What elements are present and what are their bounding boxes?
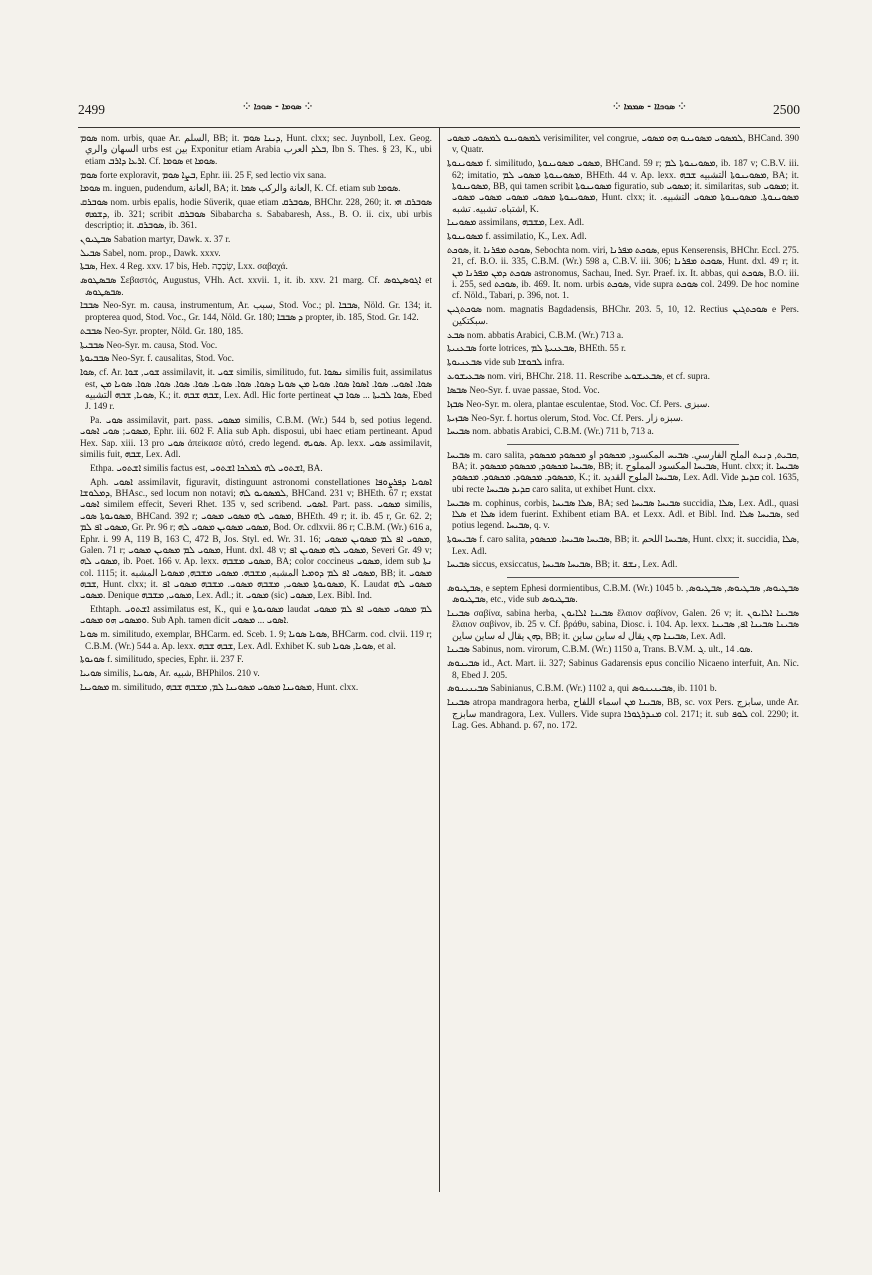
dictionary-entry: Pa. ܣܘܝ assimilavit, part. pass. ܡܣܘܝ similis, C.B.M. (Wr.) 544 b, sed potius legend. ܡܣܘܝ; ܣܘܝ ܐܣܘܝ, Ephr. iii. 602 F. Alia sub Aph. disposui, ubi haec etiam pertineant. Apud Hex. Sap. xiii. 13 pro ܣܘܝ ἀπείκασε αὐτό, credo legend. ܣܘܝܗ. Ap. lexx. ܣܘܝ assimilavit, similis fuit, ܫܒܗ, Lex. Adl.	[80, 416, 433, 461]
dictionary-entry: ܣܒܝܢܘܣ id., Act. Mart. ii. 327; Sabinus Gadarensis epus concilio Nicaeno interfuit, An. Nic. 8, Ebed J. 205.	[447, 659, 799, 681]
dictionary-entry: ܣܒܒܝܘܬܐ Neo-Syr. f. causalitas, Stod. Voc.	[80, 354, 234, 365]
dictionary-entry: ܣܒܝܠ Sabel, nom. prop., Dawk. xxxv.	[80, 248, 221, 259]
left-column	[80, 134, 432, 697]
right-column	[447, 134, 799, 735]
dictionary-entry: ܣܒܝܢܐ Sabinus, nom. virorum, C.B.M. (Wr.) 1150 a, Trans. B.V.M. ܓ. ult., ܣܘ. 14.	[447, 645, 753, 656]
dictionary-entry: ܣܒܒܐ Neo-Syr. m. causa, instrumentum, Ar. سبب, Stod. Voc.; pl. ܣܒܒܐ, Nöld. Gr. 134; it. propterea quod, Stod. Voc., Gr. 144, Nöld. Gr. 180; ܕ ܣܒܒܐ propter, ib. 185, Stod. Gr. 142.	[80, 301, 432, 323]
dictionary-entry: ܣܒܙܐ Neo-Syr. m. olera, plantae esculentae, Stod. Voc. Cf. Pers. سبزی.	[447, 399, 710, 410]
dictionary-entry: ܣܒܝܢܐ σαβίνα, sabina herba, ܣܒܝܢܐ ܐܠܐܝܘܢ ἔλαιον σαβίνον, Galen. 26 v; it. ܣܒܝܢܐ ܐܠܐܝܘܢ ἔλαιον σαβίνον, ib. 25 v. Cf. βράθυ, sabina, Diosc. i. 104. Ap. lexx. ܣܒܝܢܐ ܣܒܝܢܐ ܐܦ, ܣܒܝܢܐ ܕܗܢ يقال له ساين ساين, BB; it. ܣܒܝܢܐ ܕܗܢ يقال له ساين ساين, Lex. Adl.	[447, 608, 800, 642]
dictionary-entry: ܣܘܝܘܬܐ f. similitudo, species, Ephr. ii. 237 F.	[80, 655, 244, 666]
dictionary-entry: ܣܒܣܐ Neo-Syr. f. uvae passae, Stod. Voc.	[447, 385, 600, 396]
dictionary-entry: ܣܒܝܚܐ m. cophinus, corbis, ܣܠܐ ܣܒܝܚܐ, BA; sed ܣܒܝܚܐ ܣܒܝܚܐ succidia, ܣܠܐ, Lex. Adl., quasi ܣܠܐ et ܣܠܐ idem fuerint. Exhibent etiam BA. et Lexx. Adl. et Bibl. Ind. ܣܒܝܚܐ ܣܠܐ, sed potius legend. ܣܒܝܚܐ, q. v.	[447, 498, 800, 532]
dictionary-entry: ܣܒܣܛܘܣ Σεβαστός, Augustus, VHh. Act. xxvii. 1, it. ib. xxv. 21 marg. Cf. ܐܓܘܣܛܘܣ et ܣܒܣܛܘܣ.	[80, 276, 432, 298]
dictionary-entry: ܡܣܘܝܢܘܬܐ f. assimilatio, K., Lex. Adl.	[447, 232, 587, 243]
dictionary-entry: ܣܒܝܚܐ siccus, exsiccatus, ܣܒܝܚܐ ܣܒܝܚܐ, BB; it. ܢܫܦ, Lex. Adl.	[447, 560, 678, 571]
dictionary-entry: ܣܘܡܐ m. inguen, pudendum, العانة, BA; it. العانة والركب ܣܡܐ, K. Cf. etiam sub ܣܘܡܐ.	[80, 184, 401, 195]
running-head-left: ⁘ ܣܘܡܐ - ܣܘܟܐ ⁘	[243, 102, 313, 112]
dictionary-entry: ܣܒܒܬ Neo-Syr. propter, Nöld. Gr. 180, 185.	[80, 326, 244, 337]
running-head-right: ⁘ ܣܘܟܐܐ - ܣܡܡܐ ⁘	[613, 102, 686, 112]
dictionary-entry: ܣܒܝܚܐ nom. abbatis Arabici, C.B.M. (Wr.) 711 b, 713 a.	[447, 427, 654, 438]
dictionary-entry: ܣܒܛܝܘܢ Sabation martyr, Dawk. x. 37 r.	[80, 234, 231, 245]
column-divider	[439, 127, 440, 1192]
dictionary-entry: ܣܒܬܐ, Hex. 4 Reg. xxv. 17 bis, Heb. שְׂבָכָה, Lxx. σαβαχά.	[80, 262, 288, 273]
dictionary-entry: ܣܘܟܬ, it. ܣܘܟܬ ܡܦܪܢܐ, Sebochta nom. viri, ܣܘܟܬ ܡܦܪܢܐ, epus Kenserensis, BHChr. Eccl. 275. 21, cf. B.O. ii. 335, C.B.M. (Wr.) 598 a, C.B.V. iii. 306; ܣܘܟܬ ܡܦܪܢܐ, Hunt. dxl. 49 r; it. ܣܘܟܬ ܕܡܢ ܡܦܪܢܐ ܡܢ astronomus, Sachau, Ined. Syr. Praef. ix. It. abbas, qui ܣܘܟܬ, B.O. iii. i. 255, sed ܣܘܟܬ, ib. 469. It. nom. urbis ܣܘܟܬ, vide supra ܣܘܟܬ col. 2499. De hoc nomine cf. Nöld., Tabari, p. 396, not. 1.	[447, 246, 800, 302]
dictionary-entry: ܣܒܙܝܬܐ Neo-Syr. f. hortus olerum, Stod. Voc. Cf. Pers. سبزه زار.	[447, 413, 683, 424]
page-header	[78, 100, 800, 124]
section-divider	[507, 444, 739, 445]
dictionary-entry: ܡܣܘܝܢܐ assimilans, ܡܫܒܗ, Lex. Adl.	[447, 218, 585, 229]
dictionary-entry: ܣܒܥܝܫܘܥ nom. viri, BHChr. 218. 11. Rescribe ܣܒܥܝܫܘܥ, et cf. supra.	[447, 372, 710, 383]
dictionary-entry: ܣܘܟܬܓܝܢ nom. magnatis Bagdadensis, BHChr. 203. 5, 10, 12. Rectius ܣܘܟܬܓܝܢ e Pers. سبکتکین.	[447, 305, 799, 327]
dictionary-entry: ܣܒܝܚܐ m. caro salita, ܩܒܝܬ, ܕܢܝܬ الملح الفارسي. ܣܒܝܚ المكسود, ܡܟܣܘܕ او ܡܟܣܘܕ ܡܟܣܘܕ, BA; it. ܣܒܝܚܐ ܡܟܣܘܕ, ܡܟܣܘܕ ܡܟܣܘܕ, BB; it. ܣܒܝܚܐ المكسود المملوح, Hunt. clxx; it. ܣܒܝܚܐ ܡܟܣܘܕ. ܡܟܣܘܕ. ܡܟܣܘܕ. ܡܟܣܘܕ, K.; it. ܣܒܝܚܐ الملوح القديد, Lex. Adl. Vide ܩܕܝܕ col. 1635, ubi recte ܩܕܝܕ ܣܒܝܚܐ caro salita, ut exhibet Hunt. clxx.	[447, 450, 799, 495]
dictionary-entry: ܣܘܡ nom. urbis, quae Ar. السلم, BB; it. ܕܝܢܐ ܣܘܡ, Hunt. clxx; sec. Juynboll, Lex. Geog. السهان والري urbs est بين Exponitur etiam Arabia ܒܠܕ العرب, Ibn S. Thes. § 23, K., ubi etiam ܐܪܥܐ ܕܐܪܒ. Cf. ܣܘܡܐ et ܣܘܡܐ.	[80, 134, 432, 167]
dictionary-entry: ܣܘܝܝܐ similis, ܣܘܝܝܐ, Ar. شبيه, BHPhilos. 210 v.	[80, 669, 260, 680]
page-number-left: 2499	[78, 102, 105, 117]
dictionary-entry: ܠܡܣܘܝܢܘ ܠܡܣܘܝ ܡܣܘܝ verisimiliter, vel congrue, ܠܡܣܘܝ ܡܣܘܝܢܘ ܗܘ ܡܣܘܝ, BHCand. 390 v, Quatr.	[447, 134, 799, 156]
dictionary-entry: ܣܒܥ nom. abbatis Arabici, C.B.M. (Wr.) 713 a.	[447, 330, 624, 341]
dictionary-entry: ܣܒܥܢܝܬܐ forte lotrices, ܣܒܥܢܝܬܐ ܠܡ, BHEth. 55 r.	[447, 344, 626, 355]
dictionary-entry: ܡܣܘܝܢܘܬܐ f. similitudo, ܡܣܘܝ ܡܣܘܝܢܘܬܐ, BHCand. 59 r; ܡܣܘܝܢܘܬܐ ܠܡ, ib. 187 v; C.B.V. iii. 62; imitatio, ܡܣܘܝܢܘܬܐ ܡܣܘܝ ܠܡ, BHEth. 44 v. Ap. lexx. ܡܣܘܝܢܘܬܐ التشبيه ܫܒܗ, BA; it. ܡܣܘܝܢܘܬܐ, BB, qui tamen scribit ܡܣܘܝܢܘܬܐ figuratio, sub ܡܣܘܝ; it. similaritas, sub ܡܣܘܝ; it. ܡܣܘܝܢܘܬܐ ܡܣܘܝ ܡܣܘܝ ܡܣܘܝ ܡܣܘܝ, Hunt. clxx; it. ܡܣܘܝܢܘܬܐ. ܡܣܘܝܢܘܬܐ ܡܣܘܝ التشبيه. اشتباه. تشبيه. تشبه, K.	[447, 159, 799, 215]
dictionary-entry: ܣܒܛܝܘܣ, e septem Ephesi dormientibus, C.B.M. (Wr.) 1045 b. ܣܒܛܝܘܣ, ܣܒܛܝܘܣ, ܣܒܛܝܘܣ, ܣܒܛܝܘܣ, etc., vide sub ܣܒܛܝܘܣ.	[447, 583, 799, 606]
dictionary-entry: ܣܒܝܢܝܢܘܣ Sabinianus, C.B.M. (Wr.) 1102 a, qui ܣܒܝܢܝܢܘܣ, ib. 1101 b.	[447, 684, 717, 695]
dictionary-entry: ܣܘܡ forte exploravit, ܒܨܐ ܣܘܡ, Ephr. iii. 25 F, sed lectio vix sana.	[80, 170, 327, 181]
dictionary-entry: ܣܘܒܪܩ nom. urbis epalis, hodie Süverik, quae etiam ܣܘܒܪܩ, BHChr. 228, 260; it. ܣܘܒܪܩ ܗܝ ܕܫܡܗ, ib. 321; scribit ܣܘܒܪܩ Sibabarcha s. Sababaresh, Ass., B. O. ii. cix, ubi urbis descriptio; it. ܣܘܒܪܩ, ib. 361.	[80, 198, 433, 231]
dictionary-entry: Aph. ܐܣܘܝ assimilavit, figuravit, distinguunt astronomi constellationes ܐܣܘܝܐ ܕܦܪܨܘܦܐ ܕܡܠܘܫܐ, BHAsc., sed locum non notavi; ܠܡܣܘܝܘ ܠܗ, BHCand. 231 v; BHEth. 67 r; exstat ܐܣܘܝ similem effecit, Severi Rhet. 135 v, sed scribend. ܐܣܘܝ. Part. pass. ܡܣܘܝ similis, ܡܣܘܝܘܬܐ ܣܘܝ, BHCand. 392 r; ܡܣܘܝ ܠܗ ܡܣܘܝ ܡܣܘܝ, BHEth. 49 r; it. ib. 45 r, Gr. 62. 2; ܡܣܘܝ ܐܦ ܠܡ, Gr. Pr. 96 r; ܡܣܘܝ ܡܣܘܝܢ ܡܣܘܝ ܠܗ, Bod. Or. cdlxvii. 86 r; C.B.M. (Wr.) 616 a, Ephr. i. 99 A, 119 B, 163 C, 472 B, Jos. Styl. ed. Wr. 31. 16; ܡܣܘܝ ܐܦ ܠܡ ܡܣܘܝܢ ܡܣܘܝ, Galen. 71 r; ܡܣܘܝ ܠܡ ܡܣܘܝܢ ܡܣܘܝ, Hunt. dxl. 48 v; ܡܣܘܝ ܠܗ ܡܣܘܝܢ ܐܦ, Severi Gr. 49 v; ܡܣܘܝ ܠܗ, ib. Poet. 166 v. Ap. lexx. ܡܣܘܝ ܡܫܒܗ, BA; color coccineus ܡܣܘܝ, idem sub ܢܬܐ col. 1115; it. ܡܣܘܝ ܐܦ ܠܡ ܕܘܡܝܐ المشبه, ܡܫܒܗ. ܡܣܘܝ ܡܫܒܗ, ܡܣܘܝܐ المشبه, BB; it. ܡܣܘܝ ܫܒܗ, Hunt. clxx; it. ܡܣܘܝܘܬܐ ܡܣܘܝ, ܡܫܒܗ ܡܣܘܝ. ܡܫܒܗ ܡܣܘܝ ܐܦ, K. Laudat ܡܣܘܝ ܠܗ ܡܣܘܝ. Denique ܡܣܘܝ, ܡܫܒܗ, Lex. Adl.; it. ܡܣܘܝ (sic) ܡܣܘܝ, Lex. Bibl. Ind.	[80, 477, 433, 602]
dictionary-entry: ܣܒܥܢܝܘܬܐ vide sub ܠܒܘܫܐ infra.	[447, 358, 565, 369]
dictionary-entry: ܣܘܝܐ m. similitudo, exemplar, BHCarm. ed. Sceb. 1. 9; ܣܘܝܐ ܣܘܝܐ, BHCarm. cod. clvii. 119 r; C.B.M. (Wr.) 544 a. Ap. lexx. ܫܒܗ ܫܒܗ, Lex. Adl. Exhibet K. sub ܣܘܝܐ, ܣܘܝܐ, et al.	[80, 630, 433, 652]
dictionary-entry: Ethtaph. ܐܫܬܘܝ assimilatus est, K., qui e ܡܣܘܝܘܬܐ laudat ܠܡ ܡܣܘܝ ܡܣܘܝ ܐܦ ܠܡ ܡܣܘܝ ܘܡܣܘܝ ܗܘ ܡܣܘܝ. Sub Aph. tamen dicit ܐܣܘܝ ... ܡܣܘܝ.	[80, 605, 432, 627]
page-number-right: 2500	[773, 102, 800, 117]
dictionary-entry: ܣܒܒܝܬܐ Neo-Syr. m. causa, Stod. Voc.	[80, 340, 218, 351]
dictionary-entry: ܣܒܝܢܐ atropa mandragora herba, ܣܒܝܢܐ ܡܢ اسماء اللفاح, BB, sc. vox Pers. سابزج, unde Ar. سابزج mandragora, Lex. Vullers. Vide supra ܡܢܕܪܓܘܪܐ col. 2171; it. sub ܠܘܦ col. 2290; it. Lag. Ges. Abhand. p. 67, no. 172.	[447, 698, 799, 731]
dictionary-entry: ܡܣܘܝܢܐ m. similitudo, ܡܣܘܝܢܐ ܡܣܘܝ ܡܣܘܝܢܐ ܠܡ, ܡܫܒܗ ܫܒܗ, Hunt. clxx.	[80, 683, 359, 694]
dictionary-entry: Ethpa. ܐܫܬܘܝ similis factus est, ܐܫܬܘܝ ܠܗ ܠܡܠܟܐ ܐܫܬܘܝ, BA.	[90, 463, 323, 474]
dictionary-entry: ܣܒܝܚܘܬܐ f. caro salita, ܣܒܝܚܐ ܣܒܝܚܐ. ܡܟܣܘܕ, BB; it. ܣܒܝܚܐ اللحم, Hunt. clxx; it. succidia, ܣܠܐ, Lex. Adl.	[447, 535, 800, 557]
dictionary-entry: ܣܘܐ, cf. Ar. ܫܘܝ, ܫܘܐ assimilavit, it. ܫܘܝ similis, similitudo, fut. ܢܣܘܐ similis fuit, assimilatus est, ܣܘܐ. ܐܣܘܝ. ܣܘܐ. ܐܣܘܐ ܣܘܐ. ܣܘܝܐ ܡܢ ܣܘܝܐ ܕܣܘܐ. ܣܘܐ. ܣܘܝܐ. ܣܘܐ. ܣܘܐ. ܣܘܐ. ܣܘܐ. ܣܘܝܐ ܡܢ ܣܘܝܐ, ܫܒܗ التشبيه, K.; it. ܫܒܗ ܫܒܗ, Lex. Adl. Hic forte pertineat ܣܘܐ ܠܒܝܬܐ ... ܣܘܐ ܒܢ, Ebed J. 149 r.	[80, 368, 433, 413]
section-divider	[507, 577, 739, 578]
